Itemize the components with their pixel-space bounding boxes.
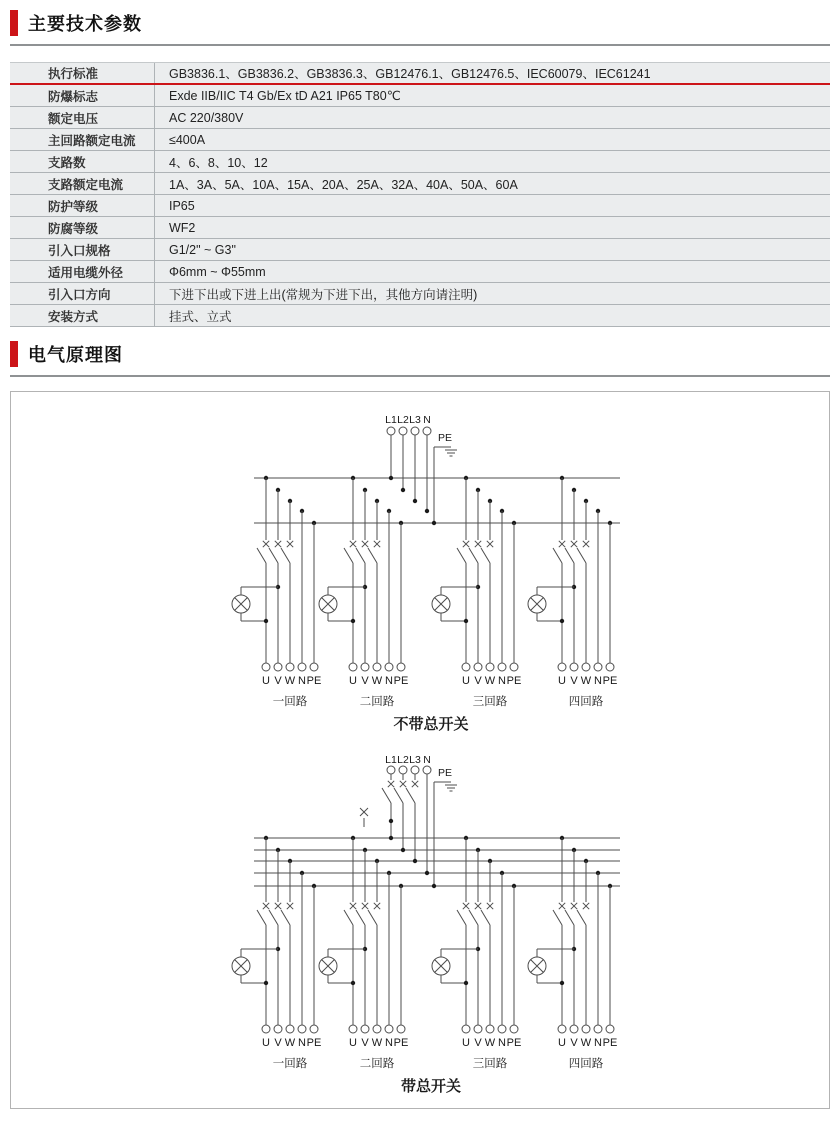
output-terminal <box>606 1025 614 1033</box>
junction-dot <box>560 619 564 623</box>
input-terminal <box>411 766 419 774</box>
output-terminal-label: V <box>274 675 282 687</box>
output-terminal-label: W <box>371 1037 383 1049</box>
output-terminal <box>510 1025 518 1033</box>
output-terminal <box>570 663 578 671</box>
junction-dot <box>432 521 436 525</box>
output-terminal-label: W <box>484 675 496 687</box>
output-terminal <box>462 663 470 671</box>
param-value: GB3836.1、GB3836.2、GB3836.3、GB12476.1、GB12476.5、IEC60079、IEC61241 <box>169 67 651 81</box>
output-terminal <box>510 663 518 671</box>
param-label: 安装方式 <box>10 305 155 326</box>
breaker-blade <box>344 548 353 563</box>
output-terminal <box>298 663 306 671</box>
output-terminal-label: V <box>361 675 369 687</box>
breaker-blade <box>368 548 377 563</box>
section-title-schematic: 电气原理图 <box>28 345 123 365</box>
junction-dot <box>401 488 405 492</box>
param-value: 1A、3A、5A、10A、15A、20A、25A、32A、40A、50A、60A <box>169 177 518 192</box>
input-terminal-label: L2 <box>397 754 409 766</box>
output-terminal-label: U <box>462 1037 470 1049</box>
param-row <box>10 107 830 129</box>
output-terminal <box>349 663 357 671</box>
breaker-blade <box>356 910 365 925</box>
param-row <box>10 63 830 85</box>
output-terminal-label: W <box>284 675 296 687</box>
output-terminal <box>274 1025 282 1033</box>
param-row <box>10 85 830 107</box>
output-terminal <box>397 663 405 671</box>
breaker-blade <box>281 548 290 563</box>
param-label: 防爆标志 <box>10 85 155 106</box>
param-label: 防腐等级 <box>10 217 155 238</box>
breaker-blade <box>269 910 278 925</box>
output-terminal <box>262 1025 270 1033</box>
section-title-params: 主要技术参数 <box>28 14 142 34</box>
output-terminal <box>262 663 270 671</box>
breaker-blade <box>553 910 562 925</box>
output-terminal <box>361 1025 369 1033</box>
param-row <box>10 151 830 173</box>
output-terminal-label: W <box>580 675 592 687</box>
output-terminal <box>361 663 369 671</box>
output-terminal-label: PE <box>506 1037 522 1049</box>
diagram-title: 不带总开关 <box>393 716 469 733</box>
param-row <box>10 195 830 217</box>
branch-label: 二回路 <box>359 696 395 708</box>
junction-dot <box>464 981 468 985</box>
output-terminal-label: V <box>570 675 578 687</box>
junction-dot <box>425 509 429 513</box>
output-terminal <box>594 663 602 671</box>
diagram-title: 带总开关 <box>400 1078 462 1095</box>
param-label: 支路额定电流 <box>10 173 155 194</box>
branch-label: 一回路 <box>272 696 308 708</box>
breaker-blade <box>457 910 466 925</box>
input-terminal-label: L1 <box>385 414 397 426</box>
parameters-table <box>10 62 830 327</box>
output-terminal-label: U <box>558 675 566 687</box>
input-terminal-label: L3 <box>409 754 421 766</box>
param-value: ≤400A <box>169 132 206 147</box>
output-terminal <box>474 1025 482 1033</box>
breaker-blade <box>257 910 266 925</box>
param-label: 主回路额定电流 <box>10 129 155 150</box>
param-label: 支路数 <box>10 151 155 172</box>
section-rule <box>10 44 830 46</box>
branch-label: 三回路 <box>472 1058 508 1070</box>
schematic-without-main-switch <box>11 392 830 754</box>
output-terminal-label: N <box>385 675 393 687</box>
pe-label: PE <box>438 432 453 444</box>
param-label: 适用电缆外径 <box>10 261 155 282</box>
schematic-with-main-switch <box>11 754 830 1109</box>
output-terminal <box>310 1025 318 1033</box>
input-terminal-label: L1 <box>385 754 397 766</box>
input-terminal <box>411 427 419 435</box>
breaker-blade <box>269 548 278 563</box>
param-row <box>10 217 830 239</box>
output-terminal-label: W <box>484 1037 496 1049</box>
main-breaker-blade <box>406 788 415 803</box>
output-terminal-label: V <box>474 675 482 687</box>
param-value: 挂式、立式 <box>169 309 232 324</box>
section-header-schematic <box>10 341 830 367</box>
main-breaker-blade <box>394 788 403 803</box>
breaker-blade <box>469 910 478 925</box>
breaker-blade <box>281 910 290 925</box>
output-terminal-label: N <box>385 1037 393 1049</box>
param-value: AC 220/380V <box>169 110 244 125</box>
param-value: 下进下出或下进上出(常规为下进下出，其他方向请注明) <box>169 287 478 302</box>
breaker-blade <box>469 548 478 563</box>
param-value: Φ6mm ~ Φ55mm <box>169 264 266 279</box>
branch-label: 一回路 <box>272 1058 308 1070</box>
output-terminal <box>558 1025 566 1033</box>
junction-dot <box>264 981 268 985</box>
breaker-blade <box>481 910 490 925</box>
param-row <box>10 261 830 283</box>
output-terminal-label: V <box>474 1037 482 1049</box>
branch-label: 四回路 <box>568 1058 604 1070</box>
output-terminal <box>385 663 393 671</box>
output-terminal-label: N <box>594 675 602 687</box>
output-terminal <box>274 663 282 671</box>
breaker-blade <box>577 910 586 925</box>
red-bar-icon <box>10 341 18 367</box>
param-value: WF2 <box>169 220 196 235</box>
output-terminal <box>486 1025 494 1033</box>
output-terminal <box>298 1025 306 1033</box>
param-label: 引入口规格 <box>10 239 155 260</box>
input-terminal-label: N <box>423 414 431 426</box>
output-terminal <box>286 1025 294 1033</box>
pe-label: PE <box>438 767 453 779</box>
breaker-blade <box>457 548 466 563</box>
output-terminal <box>462 1025 470 1033</box>
output-terminal <box>397 1025 405 1033</box>
output-terminal-label: V <box>361 1037 369 1049</box>
param-label: 引入口方向 <box>10 283 155 304</box>
output-terminal <box>349 1025 357 1033</box>
junction-dot <box>351 981 355 985</box>
output-terminal <box>286 663 294 671</box>
output-terminal-label: U <box>462 675 470 687</box>
branch-label: 四回路 <box>568 696 604 708</box>
output-terminal <box>373 1025 381 1033</box>
output-terminal-label: U <box>558 1037 566 1049</box>
output-terminal <box>310 663 318 671</box>
param-label: 额定电压 <box>10 107 155 128</box>
output-terminal-label: N <box>498 1037 506 1049</box>
output-terminal-label: U <box>262 675 270 687</box>
output-terminal-label: N <box>298 1037 306 1049</box>
output-terminal <box>498 663 506 671</box>
param-label: 防护等级 <box>10 195 155 216</box>
param-row <box>10 283 830 305</box>
junction-dot <box>389 819 393 823</box>
junction-dot <box>264 619 268 623</box>
junction-dot <box>389 836 393 840</box>
param-row <box>10 239 830 261</box>
input-terminal <box>423 766 431 774</box>
input-terminal-label: L3 <box>409 414 421 426</box>
output-terminal-label: N <box>298 675 306 687</box>
output-terminal-label: V <box>274 1037 282 1049</box>
breaker-blade <box>565 548 574 563</box>
input-terminal-label: L2 <box>397 414 409 426</box>
param-value: 4、6、8、10、12 <box>169 155 268 170</box>
output-terminal-label: U <box>349 1037 357 1049</box>
junction-dot <box>425 871 429 875</box>
output-terminal-label: PE <box>393 1037 409 1049</box>
input-terminal <box>387 766 395 774</box>
output-terminal <box>594 1025 602 1033</box>
param-row <box>10 173 830 195</box>
schematic-diagram-box <box>10 391 830 1109</box>
output-terminal <box>486 663 494 671</box>
section-rule <box>10 375 830 377</box>
output-terminal-label: PE <box>306 1037 322 1049</box>
param-row <box>10 305 830 327</box>
main-breaker-blade <box>382 788 391 803</box>
output-terminal-label: W <box>580 1037 592 1049</box>
input-terminal <box>423 427 431 435</box>
breaker-blade <box>577 548 586 563</box>
junction-dot <box>464 619 468 623</box>
output-terminal-label: W <box>284 1037 296 1049</box>
output-terminal-label: W <box>371 675 383 687</box>
output-terminal-label: U <box>262 1037 270 1049</box>
output-terminal-label: N <box>498 675 506 687</box>
param-label: 执行标准 <box>10 63 155 83</box>
breaker-blade <box>257 548 266 563</box>
output-terminal-label: N <box>594 1037 602 1049</box>
breaker-blade <box>356 548 365 563</box>
junction-dot <box>351 619 355 623</box>
branch-label: 二回路 <box>359 1058 395 1070</box>
output-terminal-label: U <box>349 675 357 687</box>
section-header-params <box>10 10 830 36</box>
output-terminal <box>582 1025 590 1033</box>
breaker-blade <box>481 548 490 563</box>
input-terminal <box>387 427 395 435</box>
output-terminal <box>570 1025 578 1033</box>
param-value: IP65 <box>169 198 195 213</box>
param-value: Exde IIB/IIC T4 Gb/Ex tD A21 IP65 T80℃ <box>169 89 401 103</box>
breaker-blade <box>368 910 377 925</box>
red-bar-icon <box>10 10 18 36</box>
junction-dot <box>389 476 393 480</box>
junction-dot <box>413 499 417 503</box>
output-terminal <box>474 663 482 671</box>
junction-dot <box>413 859 417 863</box>
output-terminal <box>498 1025 506 1033</box>
output-terminal <box>606 663 614 671</box>
junction-dot <box>432 884 436 888</box>
input-terminal <box>399 766 407 774</box>
branch-label: 三回路 <box>472 696 508 708</box>
output-terminal-label: PE <box>306 675 322 687</box>
output-terminal <box>373 663 381 671</box>
output-terminal <box>558 663 566 671</box>
param-value: G1/2" ~ G3" <box>169 242 236 257</box>
junction-dot <box>560 981 564 985</box>
output-terminal-label: PE <box>506 675 522 687</box>
output-terminal-label: PE <box>602 675 618 687</box>
breaker-blade <box>553 548 562 563</box>
output-terminal-label: V <box>570 1037 578 1049</box>
input-terminal <box>399 427 407 435</box>
output-terminal-label: PE <box>602 1037 618 1049</box>
param-row <box>10 129 830 151</box>
junction-dot <box>401 848 405 852</box>
breaker-blade <box>565 910 574 925</box>
output-terminal <box>385 1025 393 1033</box>
output-terminal <box>582 663 590 671</box>
breaker-blade <box>344 910 353 925</box>
output-terminal-label: PE <box>393 675 409 687</box>
input-terminal-label: N <box>423 754 431 766</box>
